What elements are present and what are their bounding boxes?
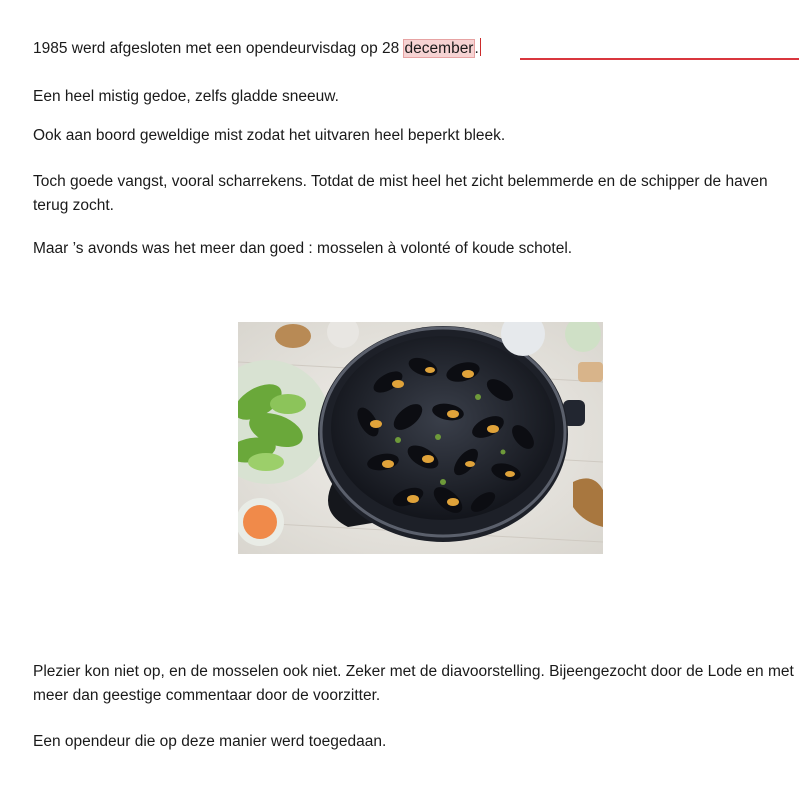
paragraph-5: Maar ’s avonds was het meer dan goed : mosselen à volonté of koude schotel. [33,240,573,257]
paragraph-6: Plezier kon niet op, en de mosselen ook niet. Zeker met de diavoorstelling. Bijeengezocht door de Lode en met meer dan geestige commentaar door de voorzitter. [33,663,794,704]
paragraph-1-text: 1985 werd afgesloten met een opendeurvisdag op 28 [33,40,404,57]
mussels-pot-photo [238,322,603,554]
paragraph-2: Een heel mistig gedoe, zelfs gladde sneeuw. [33,88,339,105]
mussels-pot-illustration [238,322,603,554]
paragraph-4: Toch goede vangst, vooral scharrekens. Totdat de mist heel het zicht belemmerde en de schipper de haven terug zocht. [33,173,768,214]
paragraph-1-end: . [474,40,479,57]
highlighted-word[interactable]: december [404,40,474,57]
paragraph-7: Een opendeur die op deze manier werd toegedaan. [33,733,387,750]
text-cursor [480,38,481,56]
annotation-underline [520,58,799,60]
paragraph-3: Ook aan boord geweldige mist zodat het uitvaren heel beperkt bleek. [33,127,506,144]
